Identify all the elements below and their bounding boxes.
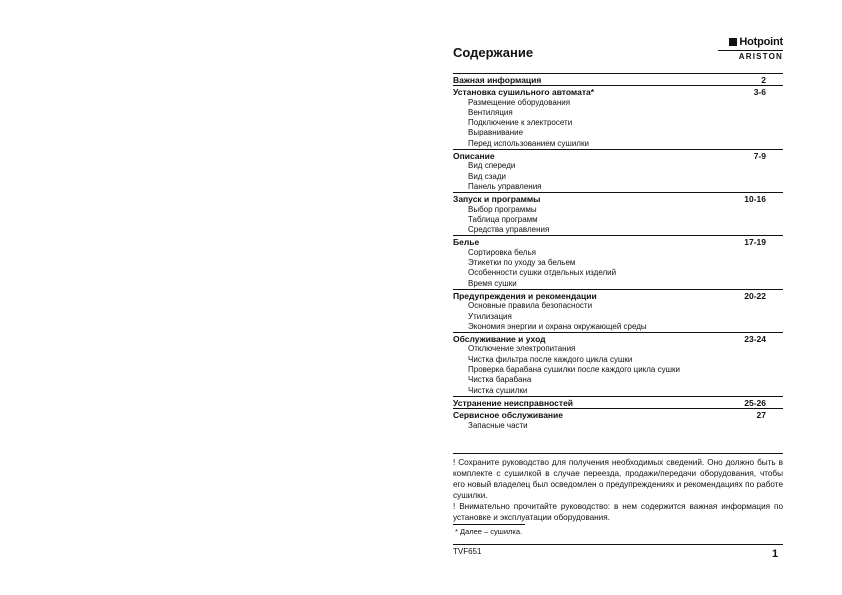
toc-section-title: Важная информация — [453, 75, 542, 85]
note-read-manual: ! Внимательно прочитайте руководство: в нем содержится важная информация по установке и эксплуатации оборудования. — [453, 502, 783, 522]
toc-section-row — [453, 193, 783, 204]
toc-section-title: Сервисное обслуживание — [453, 410, 564, 421]
toc-section — [453, 73, 783, 85]
toc-item: Экономия энергии и охрана окружающей среды — [468, 321, 647, 331]
toc-section-page: 7-9 — [753, 151, 766, 162]
toc-item: Время сушки — [468, 278, 517, 288]
toc-item: Этикетки по уходу за бельем — [468, 258, 576, 268]
toc-item: Отключение электропитания — [468, 344, 576, 354]
hotpoint-logo-icon — [729, 38, 737, 46]
toc-section-row — [453, 290, 783, 301]
toc-item: Вид спереди — [468, 161, 516, 171]
toc-section-row — [453, 74, 783, 85]
toc-section-page: 17-19 — [744, 237, 766, 248]
toc-section — [453, 85, 783, 149]
toc-item: Чистка барабана — [468, 375, 532, 385]
toc-section-title: Предупреждения и рекомендации — [453, 290, 597, 301]
toc-item: Чистка сушилки — [468, 385, 528, 395]
toc-item: Средства управления — [468, 225, 550, 235]
toc-item: Утилизация — [468, 311, 512, 321]
toc-section — [453, 408, 783, 431]
footnote-divider — [453, 524, 525, 525]
toc-section — [453, 192, 783, 235]
toc-section — [453, 396, 783, 408]
brand-name: Hotpoint — [739, 36, 783, 48]
toc-section-row — [453, 409, 783, 420]
toc-section-title: Описание — [453, 151, 495, 162]
toc-section-title: Устранение неисправностей — [453, 397, 574, 408]
toc-section-title: Запуск и программы — [453, 194, 541, 205]
toc-section-title: Обслуживание и уход — [453, 334, 546, 345]
page-title: Содержание — [453, 45, 534, 60]
toc-section-row — [453, 333, 783, 344]
toc-item: Сортировка белья — [468, 247, 536, 257]
toc-section-page: 25-26 — [744, 397, 766, 408]
toc-item: Перед использованием сушилки — [468, 138, 589, 148]
toc-section — [453, 149, 783, 192]
notes-block — [453, 453, 783, 523]
model-code: TVF651 — [453, 547, 482, 556]
toc-item: Панель управления — [468, 181, 542, 191]
toc-item: Выравнивание — [468, 128, 524, 138]
toc-section — [453, 235, 783, 288]
toc-section-row — [453, 236, 783, 247]
toc-section-page: 10-16 — [744, 194, 766, 205]
table-of-contents — [453, 73, 783, 431]
footer-divider — [453, 544, 783, 545]
toc-section-page: 23-24 — [744, 334, 766, 345]
toc-item: Особенности сушки отдельных изделий — [468, 268, 617, 278]
toc-section-row — [453, 86, 783, 97]
toc-item: Запасные части — [468, 420, 528, 430]
footnote: * Далее – сушилка. — [455, 527, 523, 536]
toc-section — [453, 332, 783, 396]
toc-item: Основные правила безопасности — [468, 301, 593, 311]
toc-item: Подключение к электросети — [468, 118, 573, 128]
toc-item: Чистка фильтра после каждого цикла сушки — [468, 354, 633, 364]
toc-section-page: 3-6 — [753, 87, 766, 98]
toc-section-row — [453, 397, 783, 408]
brand-logo — [718, 36, 783, 61]
toc-section-title: Установка сушильного автомата* — [453, 87, 595, 98]
toc-section-title: Белье — [453, 237, 480, 248]
toc-section-page: 2 — [761, 75, 766, 85]
toc-item: Таблица программ — [468, 214, 538, 224]
toc-item: Размещение оборудования — [468, 97, 571, 107]
brand-sub: ARISTON — [718, 50, 783, 61]
toc-section-page: 27 — [756, 410, 766, 421]
toc-section-page: 20-22 — [744, 290, 766, 301]
toc-section-row — [453, 150, 783, 161]
toc-item: Выбор программы — [468, 204, 537, 214]
page-number: 1 — [772, 548, 779, 560]
note-keep-manual: ! Сохраните руководство для получения необходимых сведений. Оно должно быть в комплекте с сушилкой в случае переезда, продажи/передачи оборудования, чтобы его новый владелец был осведомлен о предупреждениях и рекомендациях по работе сушилки. — [453, 458, 783, 500]
toc-section — [453, 289, 783, 332]
toc-item: Проверка барабана сушилки после каждого цикла сушки — [468, 365, 680, 375]
toc-item: Вентиляция — [468, 107, 513, 117]
toc-item: Вид сзади — [468, 171, 506, 181]
